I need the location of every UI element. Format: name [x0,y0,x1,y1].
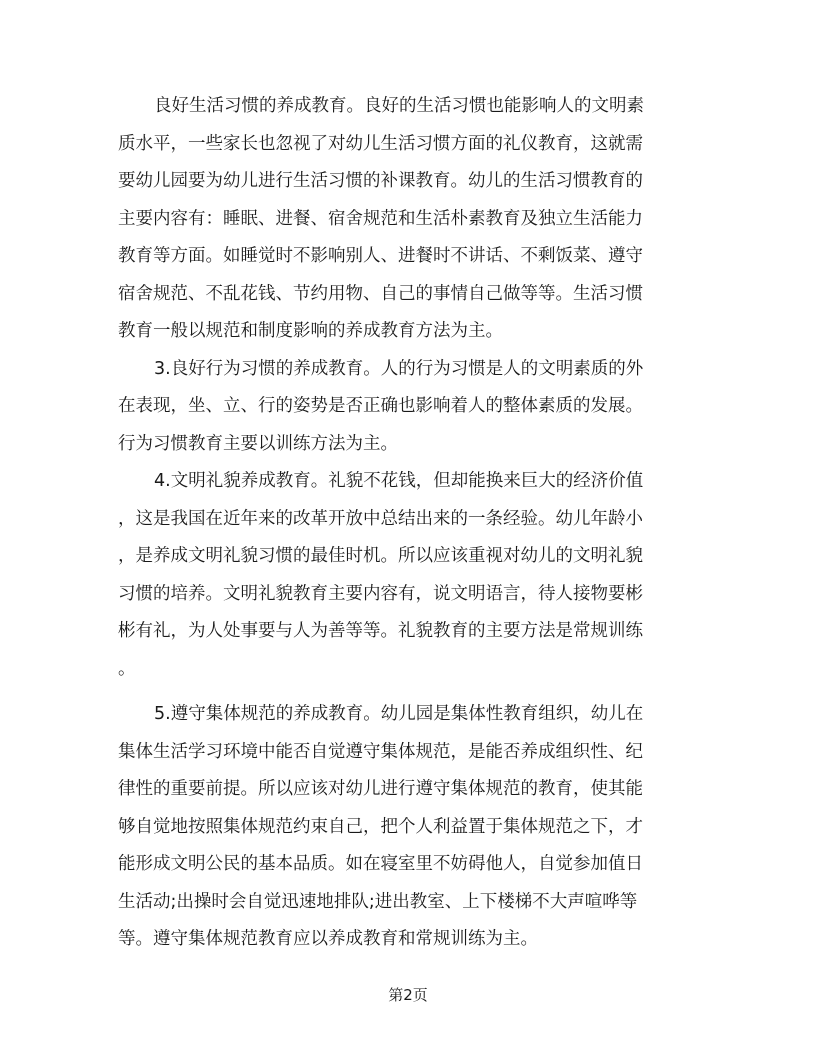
text-line: 5.遵守集体规范的养成教育。幼儿园是集体性教育组织，幼儿在 [154,704,644,724]
text-line: 质水平，一些家长也忽视了对幼儿生活习惯方面的礼仪教育，这就需 [118,133,643,154]
paragraph-4-courtesy [118,463,698,688]
text-line: 生活动;出操时会自觉迅速地排队;进出教室、上下楼梯不大声喧哗等 [118,891,638,912]
text-line: 4.文明礼貌养成教育。礼貌不花钱，但却能换来巨大的经济价值 [154,471,644,491]
paragraph-3-behavior-habits [118,351,698,464]
text-line: 良好生活习惯的养成教育。良好的生活习惯也能影响人的文明素 [154,96,644,116]
text-line: 等。遵守集体规范教育应以养成教育和常规训练为主。 [118,929,538,949]
text-line: 3.良好行为习惯的养成教育。人的行为习惯是人的文明素质的外 [154,358,644,379]
paragraph-5-collective-rules [118,696,698,959]
text-line: 行为习惯教育主要以训练方法为主。 [118,433,398,454]
text-line: 律性的重要前提。所以应该对幼儿进行遵守集体规范的教育，使其能 [118,779,643,799]
text-line: 要幼儿园要为幼儿进行生活习惯的补课教育。幼儿的生活习惯教育的 [118,171,643,191]
text-line: 在表现，坐、立、行的姿势是否正确也影响着人的整体素质的发展。 [118,396,643,416]
text-line: 。 [118,658,136,679]
paragraph-habits-life [118,88,698,351]
text-line: 主要内容有：睡眠、进餐、宿舍规范和生活朴素教育及独立生活能力 [118,208,643,229]
body-text [118,88,698,959]
text-line: ，是养成文明礼貌习惯的最佳时机。所以应该重视对幼儿的文明礼貌 [118,546,643,566]
text-line: 教育等方面。如睡觉时不影响别人、进餐时不讲话、不剩饭菜、遵守 [118,246,643,266]
text-line: 教育一般以规范和制度影响的养成教育方法为主。 [118,321,503,341]
text-line: 宿舍规范、不乱花钱、节约用物、自己的事情自己做等等。生活习惯 [118,283,643,304]
text-line: 集体生活学习环境中能否自觉遵守集体规范，是能否养成组织性、纪 [118,741,643,762]
text-line: 够自觉地按照集体规范约束自己，把个人利益置于集体规范之下，才 [118,816,643,837]
text-line: 习惯的培养。文明礼貌教育主要内容有，说文明语言，待人接物要彬 [118,583,643,604]
paragraph-spacer [118,688,698,696]
page-number: 第2页 [388,986,428,1004]
text-line: 能形成文明公民的基本品质。如在寝室里不妨碍他人，自觉参加值日 [118,854,643,874]
text-line: 彬有礼，为人处事要与人为善等等。礼貌教育的主要方法是常规训练 [118,621,643,641]
text-line: ，这是我国在近年来的改革开放中总结出来的一条经验。幼儿年龄小 [118,508,643,529]
